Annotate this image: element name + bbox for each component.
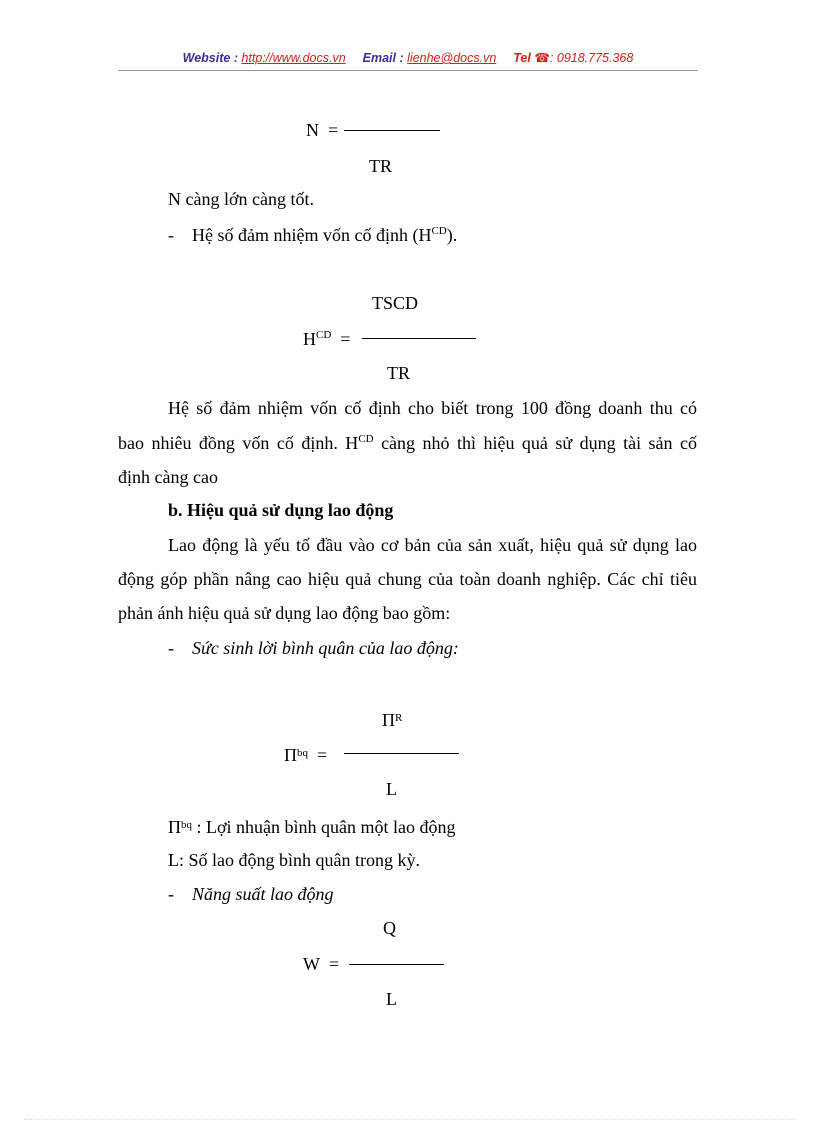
- formula-hcd-fraction-bar: [362, 338, 476, 339]
- n-note: N càng lớn càng tốt.: [168, 189, 314, 209]
- email-link[interactable]: lienhe@docs.vn: [407, 51, 497, 65]
- formula-w-fraction-bar: [349, 964, 444, 965]
- email-label: Email :: [362, 51, 404, 65]
- para-hcd-line3: định càng cao: [118, 467, 218, 487]
- para-hcd-line2: bao nhiêu đồng vốn cố định. $H^{CD}$ càng nhỏ thì hiệu quả sử dụng tài sản cố: [118, 433, 698, 453]
- formula-w-numerator: Q: [383, 918, 396, 938]
- formula-pi-numerator: $\Pi^R$: [382, 710, 403, 730]
- bullet-hcd: - Hệ số đảm nhiệm vốn cố định $(H^{CD})$.: [168, 225, 458, 245]
- para-ld-line3: phản ánh hiệu quả sử dụng lao động bao gồm:: [118, 603, 451, 623]
- def-l: L: Số lao động bình quân trong kỳ.: [168, 850, 420, 870]
- formula-pi-denominator: L: [386, 779, 397, 799]
- page-header: [0, 50, 816, 65]
- formula-pi-fraction-bar: [344, 753, 459, 754]
- para-ld-line1: Lao động là yếu tố đầu vào cơ bản của sản xuất, hiệu quả sử dụng lao: [168, 535, 697, 555]
- def-pi: $\Pi^{bq}$ : Lợi nhuận bình quân một lao động: [168, 817, 456, 837]
- formula-n-lhs: N =: [306, 120, 339, 140]
- bullet-ssl: - Sức sinh lời bình quân của lao động:: [168, 638, 459, 658]
- tel-label: Tel: [513, 51, 531, 65]
- formula-hcd-numerator: TSCD: [372, 293, 419, 313]
- header-divider: [118, 70, 698, 71]
- formula-n-fraction-bar: [344, 130, 440, 131]
- website-label: Website :: [182, 51, 238, 65]
- formula-hcd-denominator: TR: [387, 363, 411, 383]
- para-ld-line2: động góp phần nâng cao hiệu quả chung của toàn doanh nghiệp. Các chỉ tiêu: [118, 569, 697, 589]
- formula-pi-lhs: $\Pi^{bq}$ =: [284, 745, 328, 765]
- section-b-heading: b. Hiệu quả sử dụng lao động: [168, 500, 394, 520]
- formula-w-denominator: L: [386, 989, 397, 1009]
- bullet-nsld: - Năng suất lao động: [168, 884, 334, 904]
- website-link[interactable]: http://www.docs.vn: [241, 51, 346, 65]
- para-hcd-line1: Hệ số đảm nhiệm vốn cố định cho biết trong 100 đồng doanh thu có: [168, 398, 697, 418]
- formula-n-denominator: TR: [369, 156, 393, 176]
- page-bottom-border: [24, 1119, 794, 1120]
- phone-number: : 0918.775.368: [549, 51, 634, 65]
- phone-icon: ☎: [534, 51, 550, 65]
- formula-hcd-lhs: $H^{CD}$ =: [303, 329, 351, 349]
- formula-w-lhs: W =: [303, 954, 340, 974]
